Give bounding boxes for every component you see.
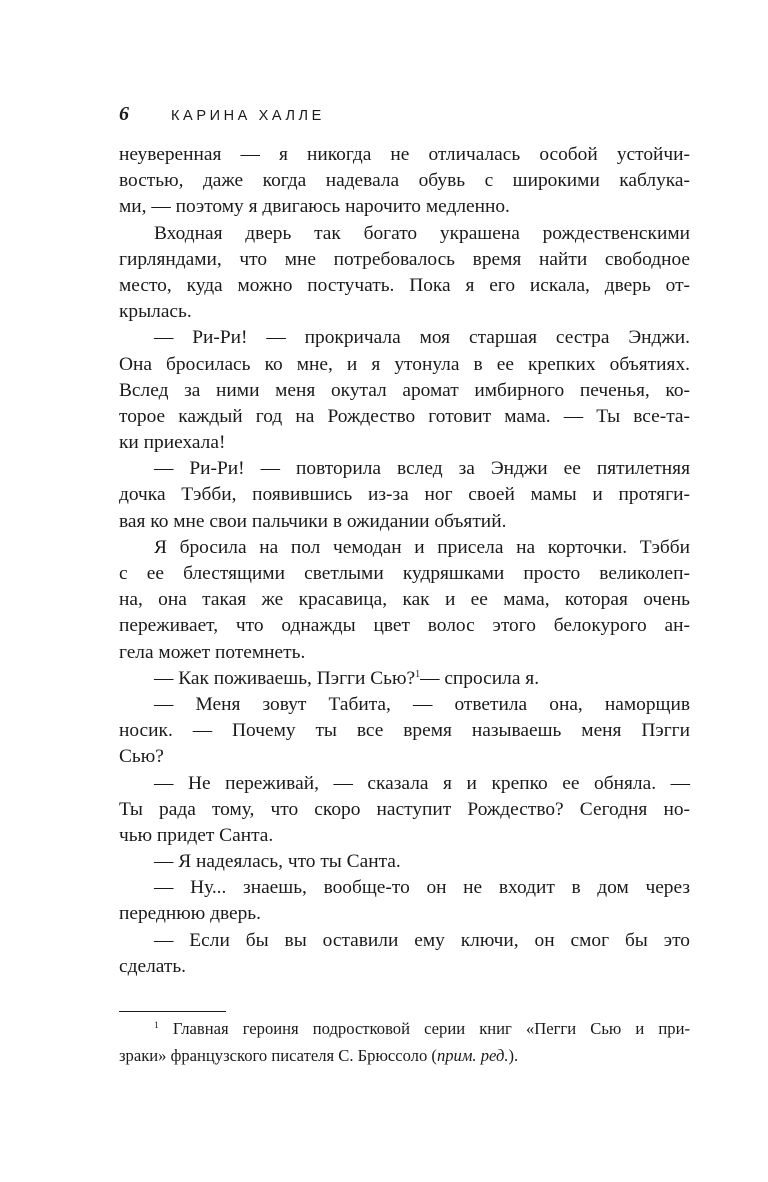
text-line: Я бросила на пол чемодан и присела на корточки. Тэбби: [154, 536, 690, 558]
text-line: востью, даже когда надевала обувь с широкими каблука-: [119, 170, 690, 192]
text-line: носик. — Почему ты все время называешь меня Пэгги: [119, 720, 690, 742]
text-line: переднюю дверь.: [119, 903, 261, 925]
footnote-text: ).: [508, 1046, 519, 1065]
text-line: вая ко мне свои пальчики в ожидании объятий.: [119, 510, 507, 532]
text-line: неуверенная — я никогда не отличалась особой устойчи-: [119, 144, 690, 165]
text-segment: — спросила я.: [420, 667, 540, 689]
text-line: — Не переживай, — сказала я и крепко ее обняла. —: [154, 772, 690, 794]
text-line: — Меня зовут Табита, — ответила она, наморщив: [154, 693, 690, 715]
text-line: дочка Тэбби, появившись из-за ног своей мамы и протяги-: [119, 484, 690, 506]
text-line: крылась.: [119, 301, 192, 323]
text-line: место, куда можно постучать. Пока я его искала, дверь от-: [119, 274, 690, 296]
footnote-line: [119, 1015, 690, 1042]
text-line: ми, — поэтому я двигаюсь нарочито медленно.: [119, 196, 510, 218]
text-line: — Я надеялась, что ты Санта.: [154, 851, 401, 873]
footnote-marker: 1: [154, 1021, 159, 1031]
text-line: торое каждый год на Рождество готовит мама. — Ты все-та-: [119, 405, 690, 427]
text-line: — Ри-Ри! — повторила вслед за Энджи ее пятилетняя: [154, 458, 690, 480]
text-line: с ее блестящими светлыми кудряшками просто великолеп-: [119, 563, 690, 584]
text-line: — Ри-Ри! — прокричала моя старшая сестра Энджи.: [154, 327, 690, 349]
text-line: гела может потемнеть.: [119, 641, 306, 663]
body-text: [119, 142, 690, 980]
footnote-reference: 1: [415, 668, 421, 680]
text-line: Входная дверь так богато украшена рождественскими: [154, 222, 690, 244]
text-segment: — Как поживаешь, Пэгги Сью?: [154, 667, 416, 689]
footnote-line: [119, 1042, 690, 1069]
text-line: Сью?: [119, 746, 164, 768]
text-line: Ты рада тому, что скоро наступит Рождество? Сегодня но-: [119, 798, 690, 820]
text-line: ки приехала!: [119, 432, 226, 454]
text-line: Она бросилась ко мне, и я утонула в ее крепких объятиях.: [119, 353, 690, 375]
footnote: [119, 1015, 690, 1069]
author-name: КАРИНА ХАЛЛЕ: [171, 108, 325, 124]
page-number: 6: [119, 103, 129, 125]
text-line: Вслед за ними меня окутал аромат имбирного печенья, ко-: [119, 379, 690, 401]
running-header: [119, 103, 325, 127]
text-line: гирляндами, что мне потребовалось время найти свободное: [119, 248, 690, 270]
text-line: переживает, что однажды цвет волос этого белокурого ан-: [119, 615, 690, 637]
text-line: — Ну... знаешь, вообще-то он не входит в дом через: [154, 877, 690, 899]
footnote-text: Главная героиня подростковой серии книг «Пегги Сью и при-: [172, 1019, 691, 1038]
editor-note: прим. ред.: [436, 1046, 509, 1065]
text-line: [119, 666, 690, 692]
text-line: чью придет Санта.: [119, 824, 274, 846]
text-line: сделать.: [119, 955, 187, 977]
text-line: на, она такая же красавица, как и ее мама, которая очень: [119, 589, 690, 611]
footnote-text: зраки» французского писателя С. Брюссоло (: [119, 1046, 437, 1065]
text-line: — Если бы вы оставили ему ключи, он смог бы это: [154, 929, 690, 951]
footnote-separator: [119, 1011, 226, 1012]
